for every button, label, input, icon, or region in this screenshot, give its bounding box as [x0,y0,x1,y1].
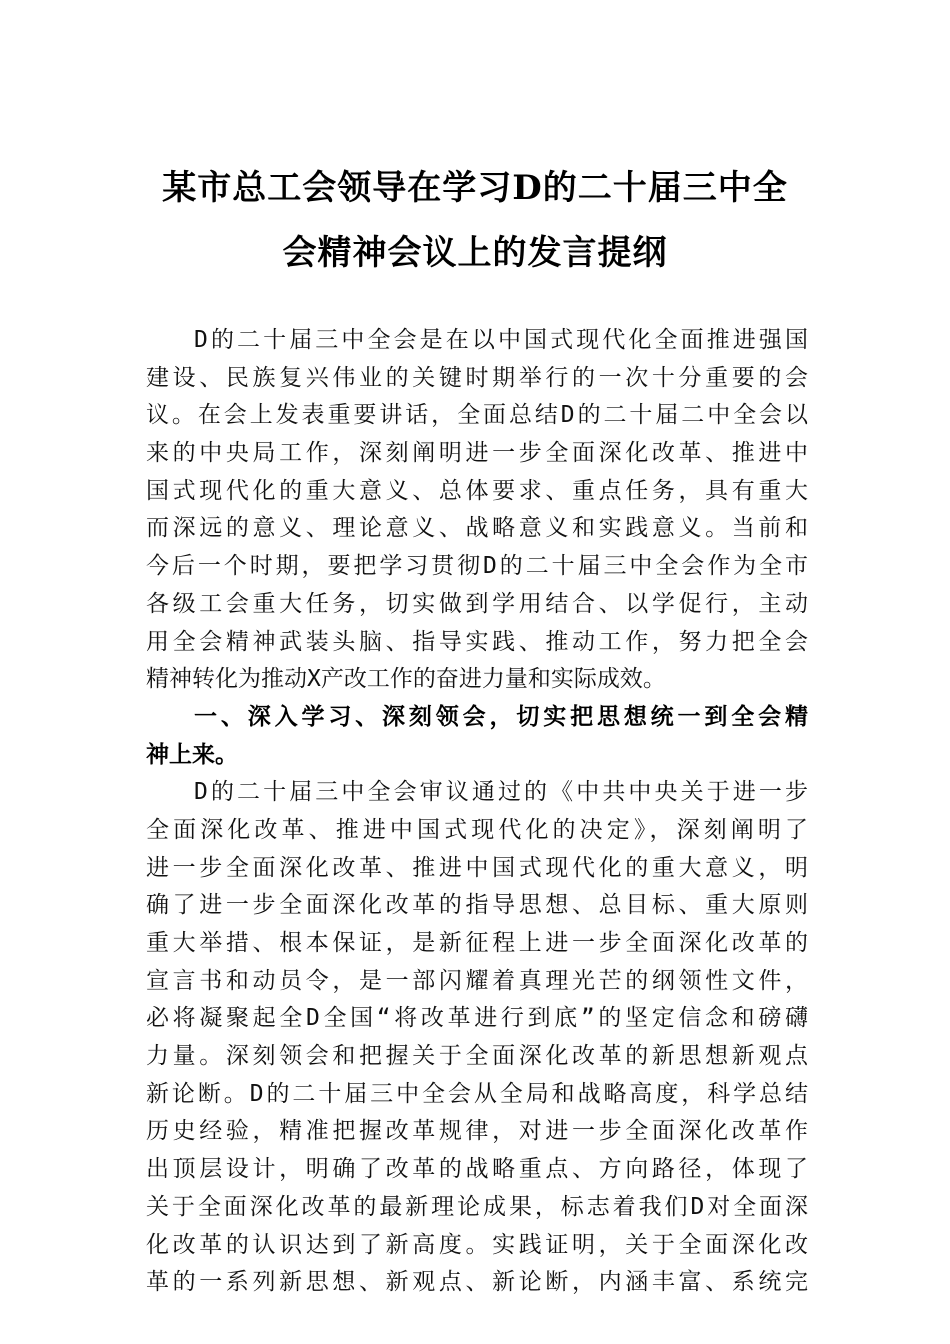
document-title-line-1: 某市总工会领导在学习D的二十届三中全 [162,168,788,208]
section-heading-line: 神上来。 [146,741,238,768]
body-line: 建设、民族复兴伟业的关键时期举行的一次十分重要的会 [146,364,808,391]
body-line: 国式现代化的重大意义、总体要求、重点任务，具有重大 [146,477,808,504]
body-line: 革的一系列新思想、新观点、新论断，内涵丰富、系统完 [146,1269,808,1296]
body-line: 关于全面深化改革的最新理论成果，标志着我们D对全面深 [146,1193,808,1220]
body-line: D的二十届三中全会是在以中国式现代化全面推进强国 [194,327,808,353]
document-title-line-2: 会精神会议上的发言提纲 [282,233,668,273]
body-line: 化改革的认识达到了新高度。实践证明，关于全面深化改 [146,1231,808,1258]
body-line: 力量。深刻领会和把握关于全面深化改革的新思想新观点 [146,1043,808,1070]
body-line: 历史经验，精准把握改革规律，对进一步全面深化改革作 [146,1118,808,1145]
body-line: 宣言书和动员令，是一部闪耀着真理光芒的纲领性文件， [146,967,808,994]
body-line: 进一步全面深化改革、推进中国式现代化的重大意义，明 [146,854,808,881]
body-line: 而深远的意义、理论意义、战略意义和实践意义。当前和 [146,515,808,542]
section-heading-line: 一、深入学习、深刻领会，切实把思想统一到全会精 [194,703,808,730]
body-line: 各级工会重大任务，切实做到学用结合、以学促行，主动 [146,590,808,617]
body-line: 重大举措、根本保证，是新征程上进一步全面深化改革的 [146,930,808,956]
body-line: 来的中央局工作，深刻阐明进一步全面深化改革、推进中 [146,440,808,467]
body-line: 精神转化为推动X产改工作的奋进力量和实际成效。 [146,666,666,693]
body-line: 必将凝聚起全D全国“将改革进行到底”的坚定信念和磅礴 [146,1005,808,1032]
body-line: 用全会精神武装头脑、指导实践、推动工作，努力把全会 [146,628,808,655]
body-line: 议。在会上发表重要讲话，全面总结D的二十届二中全会以 [146,402,808,429]
body-line: D的二十届三中全会审议通过的《中共中央关于进一步 [194,779,808,806]
body-line: 确了进一步全面深化改革的指导思想、总目标、重大原则 [146,892,808,919]
document-body [146,322,808,1302]
body-line: 出顶层设计，明确了改革的战略重点、方向路径，体现了 [146,1156,808,1183]
body-line: 全面深化改革、推进中国式现代化的决定》，深刻阐明了 [146,816,808,843]
body-line: 新论断。D的二十届三中全会从全局和战略高度，科学总结 [146,1080,808,1107]
body-line: 今后一个时期，要把学习贯彻D的二十届三中全会作为全市 [146,553,808,580]
